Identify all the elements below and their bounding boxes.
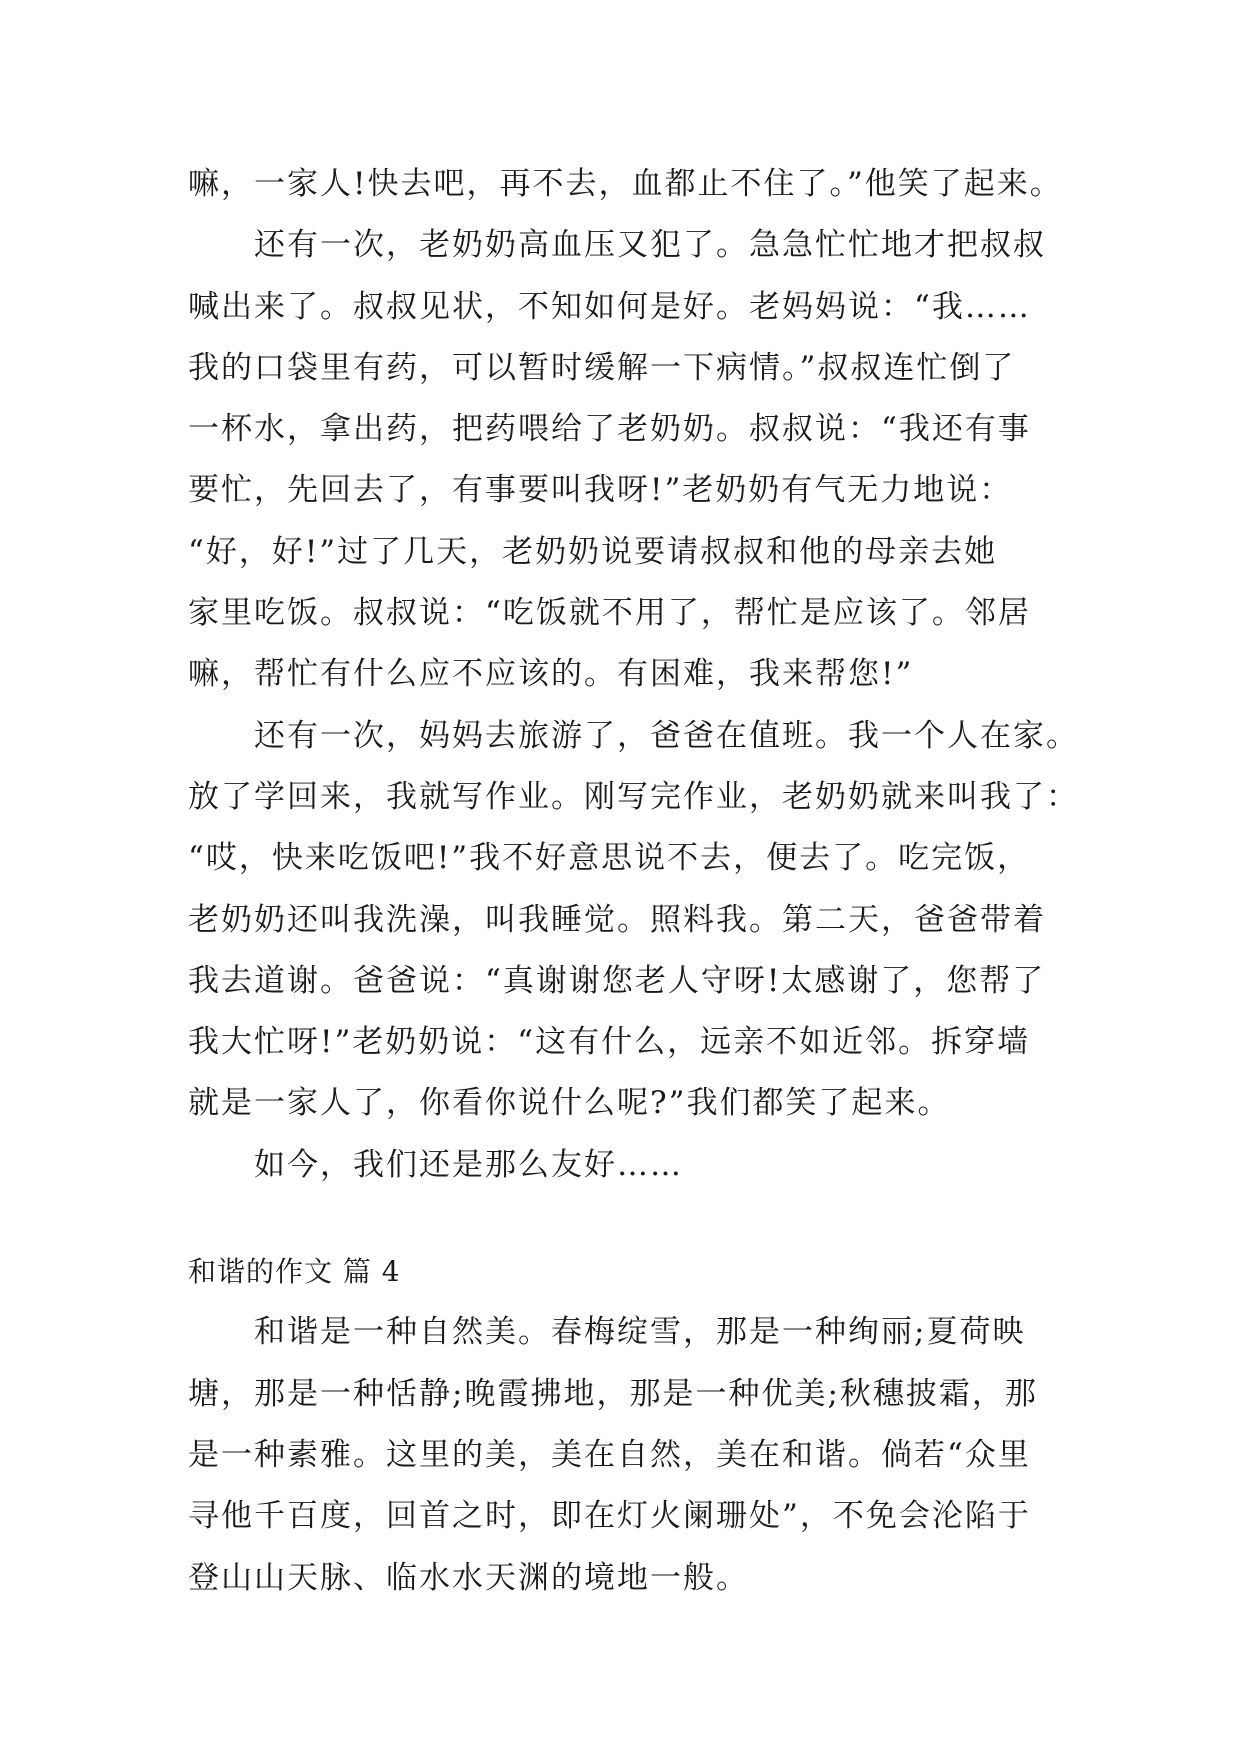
text-line: 家里吃饭。叔叔说：“吃饭就不用了，帮忙是应该了。邻居 — [188, 595, 1031, 632]
text-line: 喊出来了。叔叔见状，不知如何是好。老妈妈说：“我…… — [188, 288, 1031, 325]
text-line: 老奶奶还叫我洗澡，叫我睡觉。照料我。第二天，爸爸带着 — [188, 901, 1046, 938]
text-line: 放了学回来，我就写作业。刚写完作业，老奶奶就来叫我了： — [188, 778, 1079, 815]
paragraph-start-line: 如今，我们还是那么友好…… — [254, 1146, 683, 1183]
text-line: 我大忙呀!”老奶奶说：“这有什么，远亲不如近邻。拆穿墙 — [188, 1024, 1031, 1061]
text-line: “好，好!”过了几天，老奶奶说要请叔叔和他的母亲去她 — [188, 533, 998, 570]
paragraph-start-line: 和谐是一种自然美。春梅绽雪，那是一种绚丽;夏荷映 — [254, 1314, 1026, 1351]
text-line: 就是一家人了，你看你说什么呢?”我们都笑了起来。 — [188, 1085, 951, 1122]
document-body — [188, 154, 1079, 1609]
paragraph-start-line: 还有一次，老奶奶高血压又犯了。急急忙忙地才把叔叔 — [254, 227, 1046, 264]
text-line: 我的口袋里有药，可以暂时缓解一下病情。”叔叔连忙倒了 — [188, 349, 1016, 386]
paragraph-start-line: 还有一次，妈妈去旅游了，爸爸在值班。我一个人在家。 — [254, 717, 1079, 754]
text-line: 是一种素雅。这里的美，美在自然，美在和谐。倘若“众里 — [188, 1436, 1031, 1473]
text-line: 一杯水，拿出药，把药喂给了老奶奶。叔叔说：“我还有事 — [188, 411, 1031, 448]
text-line: 登山山天脉、临水水天渊的境地一般。 — [188, 1559, 749, 1596]
text-line: 我去道谢。爸爸说：“真谢谢您老人守呀!太感谢了，您帮了 — [188, 962, 1046, 999]
text-line: 嘛，帮忙有什么应不应该的。有困难，我来帮您!” — [188, 656, 914, 693]
text-line: “哎，快来吃饭吧!”我不好意思说不去，便去了。吃完饭， — [188, 840, 1031, 877]
text-line: 要忙，先回去了，有事要叫我呀!”老奶奶有气无力地说： — [188, 472, 1013, 509]
text-line: 嘛，一家人!快去吧，再不去，血都止不住了。”他笑了起来。 — [188, 166, 1063, 202]
section-spacer — [188, 1196, 1058, 1241]
text-line: 寻他千百度，回首之时，即在灯火阑珊处”，不免会沦陷于 — [188, 1498, 1031, 1535]
text-line: 塘，那是一种恬静;晚霞拂地，那是一种优美;秋穗披霜，那 — [188, 1375, 1038, 1412]
section-heading: 和谐的作文 篇 4 — [188, 1255, 401, 1289]
